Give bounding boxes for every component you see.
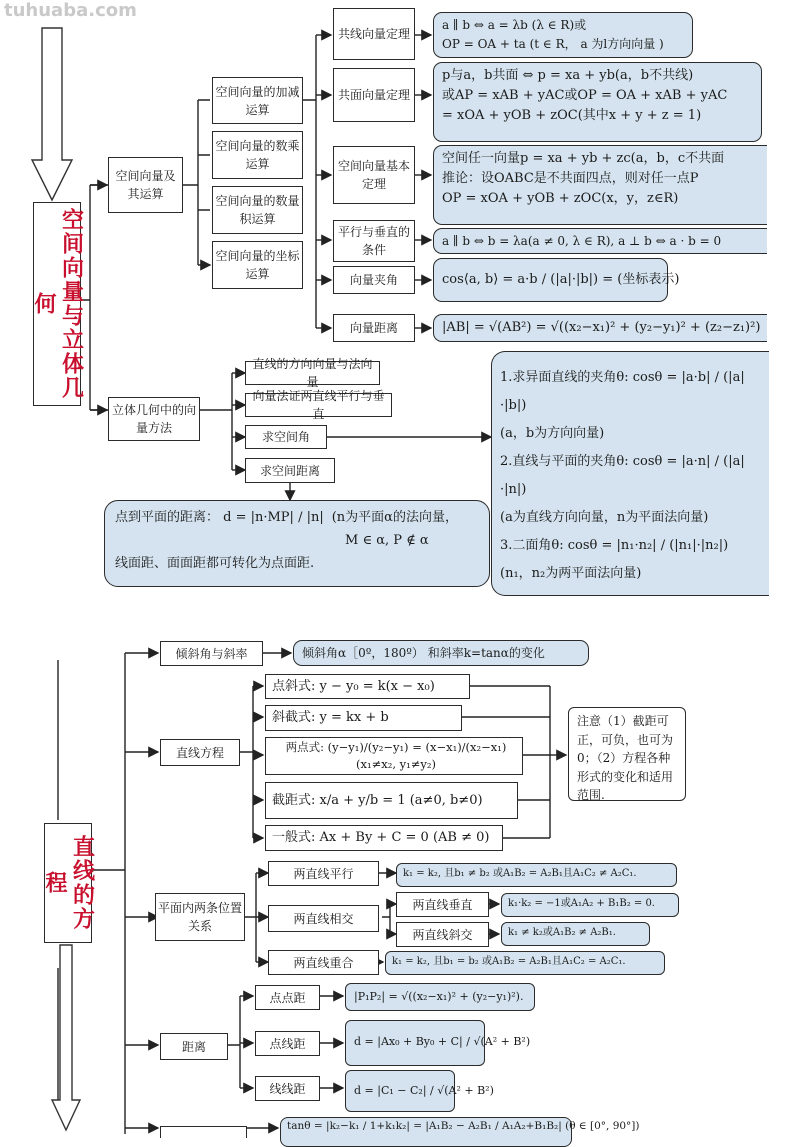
formula-point-point: |P₁P₂| = √((x₂−x₁)² + (y₂−y₁)²). <box>345 983 535 1011</box>
node-vector-angle: 向量夹角 <box>333 266 415 294</box>
formula-angle: cos⟨a, b⟩ = a·b / (|a|·|b|) = (坐标表示) <box>433 258 668 302</box>
node-dot-product: 空间向量的数量积运算 <box>212 186 303 234</box>
slope-formula: 倾斜角α［0º，180º） 和斜率k=tanα的变化 <box>293 640 589 666</box>
node-coplanar-theorem: 共面向量定理 <box>333 68 415 122</box>
formula-line: = xOA + yOB + zOC(其中x + y + z = 1) <box>442 108 702 124</box>
formula-collinear <box>433 12 693 58</box>
root-node-space-vectors: 空间向量与立体几何 <box>33 202 81 406</box>
node-collinear-theorem: 共线向量定理 <box>333 8 415 60</box>
relation-oblique: 两直线斜交 <box>396 922 489 947</box>
formula-line-angle: tanθ = |k₂−k₁ / 1+k₁k₂| = |A₁B₂ − A₂B₁ / A₁A₂+B₁B₂| (θ ∈ [0°, 90°]) <box>280 1117 572 1147</box>
formula-line: a ∥ b ⇔ a = λb (λ ∈ R)或 <box>442 18 587 32</box>
formula-point-line: d = |Ax₀ + By₀ + C| / √(A² + B²) <box>345 1020 485 1066</box>
formula-parallel-lines: k₁ = k₂, 且b₁ ≠ b₂ 或A₁B₂ = A₂B₁且A₁C₂ ≠ A₂C₁. <box>396 863 677 887</box>
form-two-point: 两点式: (y−y₁)/(y₂−y₁) = (x−x₁)/(x₂−x₁) (x₁≠x₂, y₁≠y₂) <box>265 737 523 775</box>
formula-perpendicular-lines: k₁·k₂ = −1或A₁A₂ + B₁B₂ = 0. <box>501 893 679 917</box>
dist-line-line: 线线距 <box>255 1076 320 1101</box>
dist-point-point: 点点距 <box>255 985 320 1010</box>
node-angle-cut <box>160 1126 247 1138</box>
distance-conclusion: 线面距、面面距都可转化为点面距. <box>115 555 315 571</box>
node-distance: 距离 <box>160 1033 228 1060</box>
formula-line: OP = xOA + yOB + zOC(x，y，z∈R) <box>442 191 679 207</box>
distance-note: (n为平面α的法向量， <box>331 510 458 525</box>
method-space-distance: 求空间距离 <box>245 458 335 483</box>
root-node-line-equation: 直线的方程 <box>44 823 92 943</box>
formula-line: 或AP = xAB + yAC或OP = OA + xAB + yAC <box>442 88 728 104</box>
formula-coincide-lines: k₁ = k₂, 且b₁ = b₂ 或A₁B₂ = A₂B₁且A₁C₂ = A₂C₁. <box>385 951 665 975</box>
angle-formula: 3.二面角θ: cosθ = |n₁·n₂| / (|n₁|·|n₂|) <box>500 537 729 553</box>
relation-intersect: 两直线相交 <box>268 905 379 932</box>
distance-row <box>115 507 479 530</box>
method-space-angle: 求空间角 <box>245 425 327 449</box>
formula-line: 空间任一向量p = xa + yb + zc(a，b，c不共面 <box>442 151 725 166</box>
angle-note: (n₁，n₂为两平面法向量) <box>500 565 642 581</box>
node-vector-distance: 向量距离 <box>333 314 415 342</box>
distance-condition: M ∈ α, P ∉ α <box>345 532 429 548</box>
point-plane-distance-panel <box>104 500 490 587</box>
formula-line: OP = OA + ta (t ∈ R， a 为l方向向量 ) <box>442 36 664 51</box>
node-basic-theorem: 空间向量基本定理 <box>333 146 415 204</box>
angle-note: (a为直线方向向量，n为平面法向量) <box>500 509 709 525</box>
line-equation-note: 注意（1）截距可正，可负，也可为0；（2）方程各种形式的变化和适用范围. <box>568 707 686 801</box>
formula-distance: |AB| = √(AB²) = √((x₂−x₁)² + (y₂−y₁)² + (z₂−z₁)²) <box>433 314 767 342</box>
relation-parallel: 两直线平行 <box>268 861 379 886</box>
formula-basic-theorem <box>433 145 767 225</box>
watermark: tuhuaba.com <box>4 0 137 21</box>
node-vector-methods: 立体几何中的向量方法 <box>108 397 200 441</box>
form-slope-intercept: 斜截式: y = kx + b <box>265 705 462 731</box>
method-prove-parallel: 向量法证两直线平行与垂直 <box>245 393 392 417</box>
angle-formula: 2.直线与平面的夹角θ: cosθ = |a·n| / (|a|·|n|) <box>500 453 745 497</box>
node-line-relations: 平面内两条位置关系 <box>155 893 245 941</box>
relation-coincide: 两直线重合 <box>268 950 379 975</box>
form-general: 一般式: Ax + By + C = 0 (AB ≠ 0) <box>265 825 503 851</box>
relation-perpendicular: 两直线垂直 <box>396 892 489 917</box>
node-coordinate-ops: 空间向量的坐标运算 <box>212 241 303 289</box>
formula-line: p与a，b共面 ⇔ p = xa + yb(a，b不共线) <box>442 68 694 83</box>
space-angle-panel <box>491 351 769 596</box>
form-intercept: 截距式: x/a + y/b = 1 (a≠0, b≠0) <box>265 782 518 819</box>
node-vector-operations: 空间向量及其运算 <box>108 157 183 213</box>
angle-note: (a，b为方向向量) <box>500 425 605 441</box>
node-slope-angle: 倾斜角与斜率 <box>160 641 263 666</box>
node-parallel-perpendicular: 平行与垂直的条件 <box>333 220 415 262</box>
distance-formula: 点到平面的距离： d = |n·MP| / |n| <box>115 510 324 525</box>
formula-line-line: d = |C₁ − C₂| / √(A² + B²) <box>345 1070 455 1112</box>
angle-formula: 1.求异面直线的夹角θ: cosθ = |a·b| / (|a|·|b|) <box>500 370 745 413</box>
dist-point-line: 点线距 <box>255 1031 320 1056</box>
method-direction-normal: 直线的方向向量与法向量 <box>245 361 380 385</box>
node-line-equation: 直线方程 <box>160 739 240 766</box>
formula-line: 推论：设OABC是不共面四点，则对任一点P <box>442 171 699 187</box>
formula-parallel: a ∥ b ⇔ b = λa(a ≠ 0, λ ∈ R), a ⊥ b ⇔ a · b = 0 <box>433 228 767 254</box>
node-add-subtract: 空间向量的加减运算 <box>212 77 303 124</box>
node-scalar-multiply: 空间向量的数乘运算 <box>212 131 303 179</box>
formula-oblique-lines: k₁ ≠ k₂或A₁B₂ ≠ A₂B₁. <box>501 922 650 946</box>
form-point-slope: 点斜式: y − y₀ = k(x − x₀) <box>265 674 470 699</box>
formula-coplanar <box>433 62 762 142</box>
